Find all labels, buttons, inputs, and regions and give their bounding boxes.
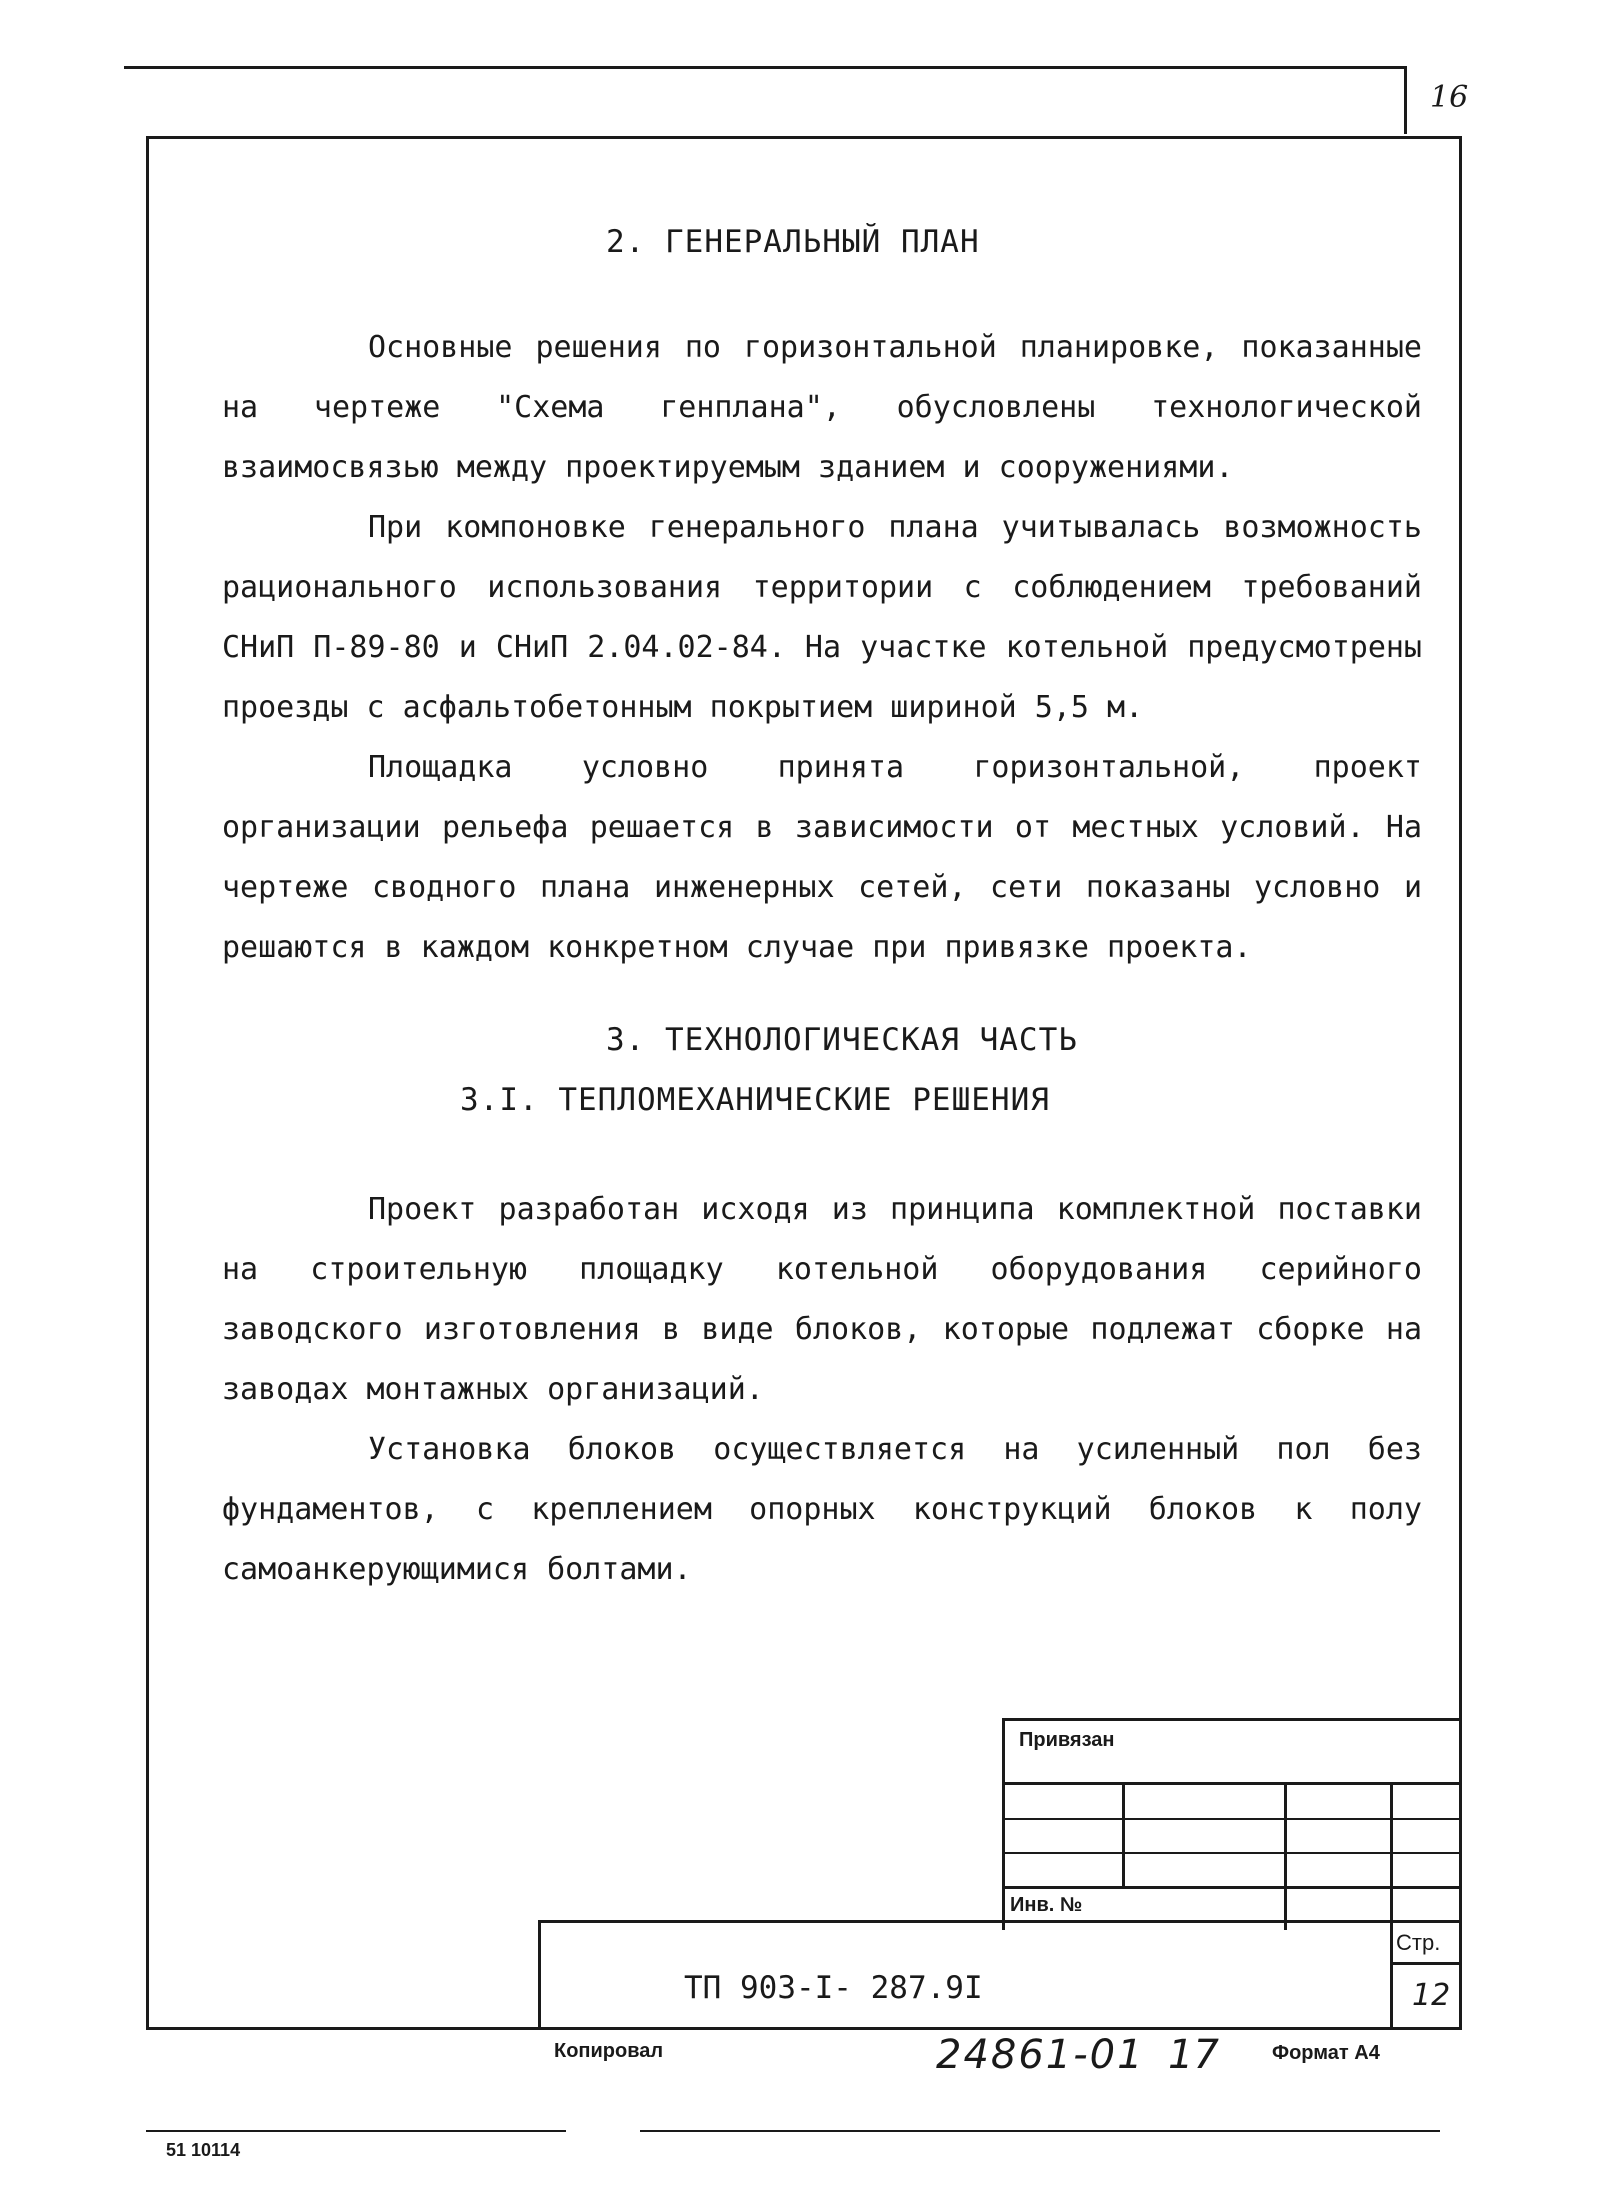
section-title-technological: 3. ТЕХНОЛОГИЧЕСКАЯ ЧАСТЬ <box>606 1022 1078 1058</box>
paragraph: При компоновке генерального плана учитывалась возможность рационального использования территории с соблюдением требований СНиП П-89-80 и СНиП 2.04.02-84. На участке котельной предусмотрены проезды с асфальтобетонным покрытием шириной 5,5 м. <box>222 510 1422 725</box>
paragraph: Основные решения по горизонтальной планировке, показанные на чертеже "Схема генплана", обусловлены технологической взаимосвязью между проектируемым зданием и сооружениями. <box>222 330 1422 485</box>
table-row-line <box>1002 1886 1462 1889</box>
section-subtitle-heat-mechanical: 3.I. ТЕПЛОМЕХАНИЧЕСКИЕ РЕШЕНИЯ <box>460 1082 1050 1118</box>
technological-text <box>222 1180 1422 1600</box>
format-label: Формат А4 <box>1272 2042 1380 2064</box>
handwritten-number: 17 <box>1168 2032 1219 2078</box>
page-number: 16 <box>1430 80 1469 115</box>
bottom-rule-left <box>146 2130 566 2132</box>
form-code: 51 10114 <box>166 2140 241 2160</box>
paragraph: Проект разработан исходя из принципа комплектной поставки на строительную площадку котельной оборудования серийного заводского изготовления в виде блоков, которые подлежат сборке на заводах монтажных организаций. <box>222 1192 1422 1407</box>
handwritten-code: 24861-01 <box>936 2032 1145 2078</box>
page-number-divider <box>1404 66 1407 134</box>
bottom-rule-right <box>640 2130 1440 2132</box>
title-block-divider <box>1390 1962 1462 1965</box>
copied-label: Копировал <box>554 2040 664 2062</box>
sheet-number: 12 <box>1412 1978 1451 2013</box>
top-rule <box>124 66 1404 69</box>
table-row-line <box>1002 1852 1462 1854</box>
table-row-line <box>1002 1782 1462 1785</box>
general-plan-text <box>222 318 1422 978</box>
table-col-line <box>1284 1782 1287 1930</box>
table-col-line <box>1390 1782 1393 1930</box>
inventory-label: Инв. № <box>1010 1894 1083 1916</box>
section-title-general-plan: 2. ГЕНЕРАЛЬНЫЙ ПЛАН <box>606 224 980 260</box>
document-code: ТП 903-I- 287.9I <box>684 1970 983 2006</box>
title-block <box>538 1920 1462 2030</box>
table-row-line <box>1002 1818 1462 1820</box>
paragraph: Площадка условно принята горизонтальной, проект организации рельефа решается в зависимости от местных условий. На чертеже сводного плана инженерных сетей, сети показаны условно и решаются в каждом конкретном случае при привязке проекта. <box>222 750 1422 965</box>
bound-label: Привязан <box>1019 1729 1115 1751</box>
table-col-line <box>1122 1782 1125 1888</box>
title-block-divider <box>1390 1920 1393 2030</box>
page-label: Стр. <box>1396 1930 1441 1955</box>
paragraph: Установка блоков осуществляется на усиленный пол без фундаментов, с креплением опорных конструкций блоков к полу самоанкерующимися болтами. <box>222 1432 1422 1587</box>
